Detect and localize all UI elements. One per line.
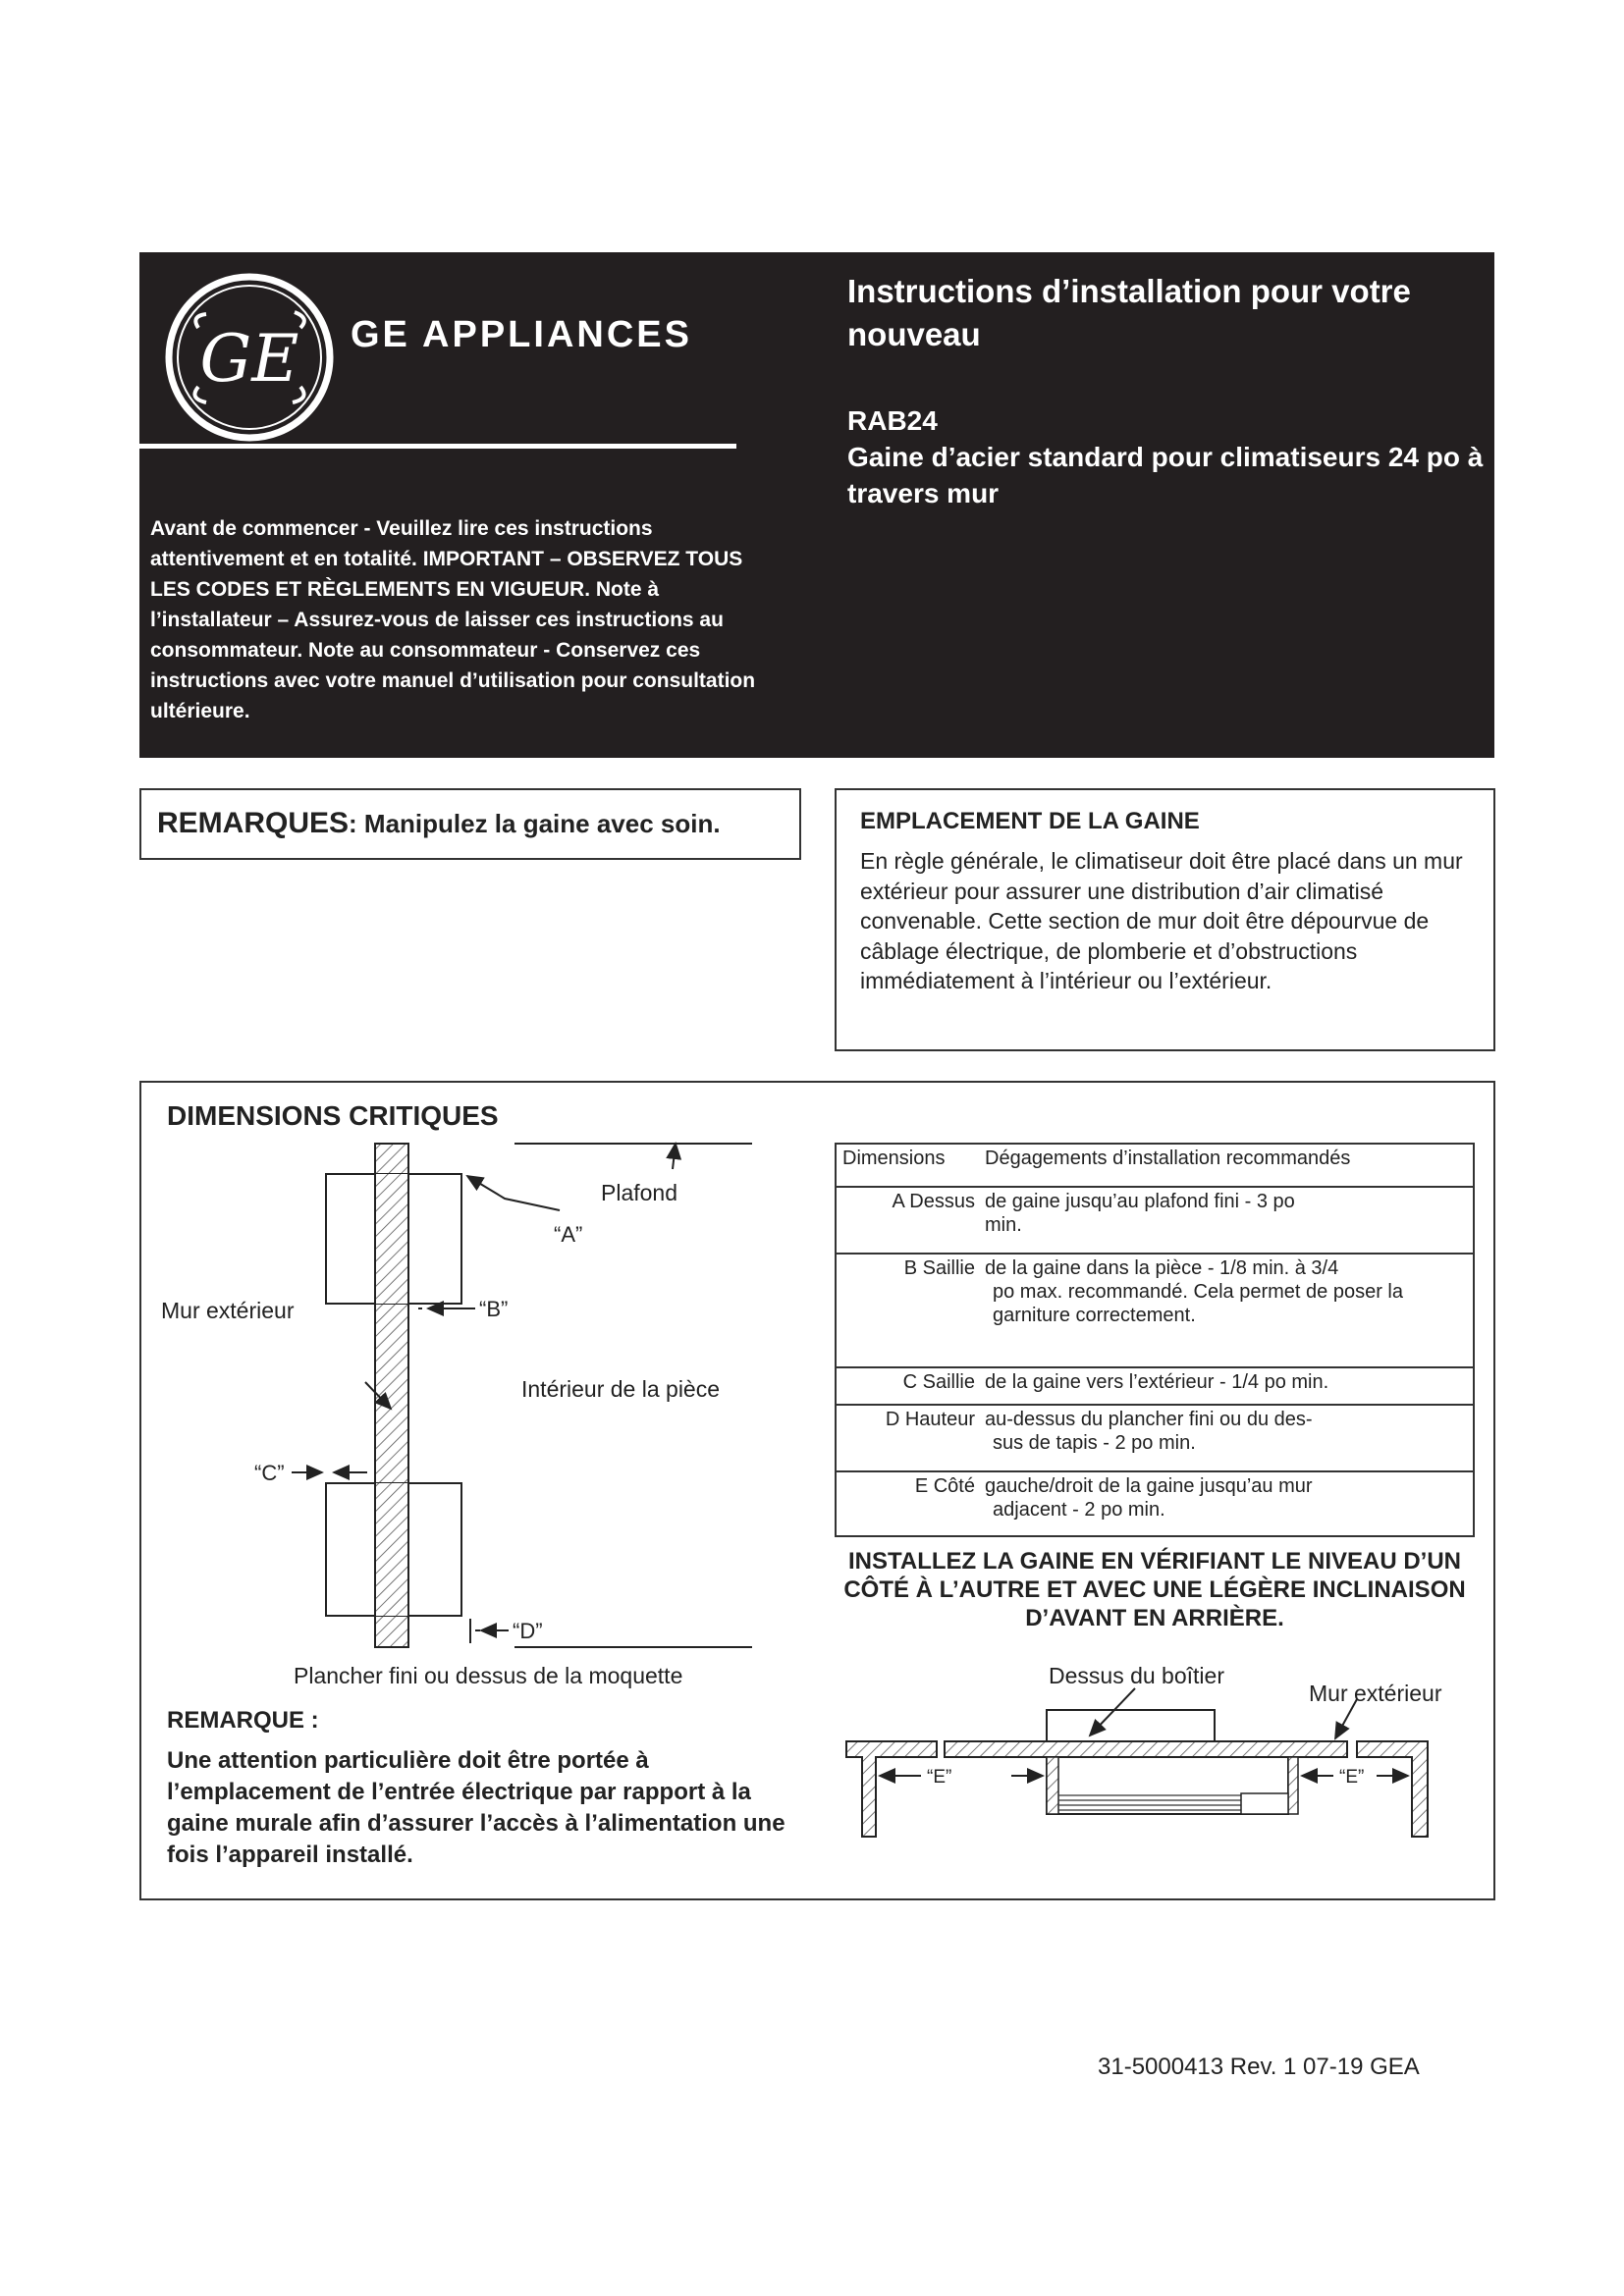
row-text-line1: de gaine jusqu’au plafond fini - 3 po [985, 1191, 1295, 1212]
row-key: D Hauteur [836, 1405, 979, 1471]
a-label: “A” [554, 1222, 583, 1247]
row-key: A Dessus [836, 1187, 979, 1254]
table-row [836, 1471, 1474, 1536]
table-header-clearances: Dégagements d’installation recommandés [979, 1144, 1474, 1187]
divider [139, 444, 736, 449]
table-row [836, 1405, 1474, 1471]
row-text-line1: de la gaine dans la pièce - 1/8 min. à 3/4 [985, 1257, 1339, 1279]
interieur-label: Intérieur de la pièce [521, 1376, 721, 1402]
wall-band [945, 1741, 1347, 1757]
brand-name: GE APPLIANCES [351, 314, 692, 355]
side-view-diagram [161, 1144, 752, 1688]
table-row [836, 1367, 1474, 1405]
remarks-box [139, 788, 801, 860]
row-text [979, 1367, 1474, 1405]
document-footer: 31-5000413 Rev. 1 07-19 GEA [1098, 2054, 1420, 2080]
level-note: INSTALLEZ LA GAINE EN VÉRIFIANT LE NIVEAU D’UN CÔTÉ À L’AUTRE ET AVEC UNE LÉGÈRE INCLINAISON D’AVANT EN ARRIÈRE. [843, 1548, 1466, 1631]
remark-body: Une attention particulière doit être portée à l’emplacement de l’entrée électrique par rapport à la gaine murale afin d’assurer l’accès à l’alimentation une fois l’appareil installé. [167, 1747, 785, 1868]
row-text [979, 1254, 1474, 1367]
left-wall-section [846, 1741, 937, 1837]
row-text [979, 1187, 1474, 1254]
row-text-line2: sus de tapis - 2 po min. [993, 1432, 1196, 1454]
page-title: Instructions d’installation pour votre nouveau [847, 273, 1411, 352]
mur-top-label: Mur extérieur [1309, 1681, 1442, 1706]
model-code: RAB24 [847, 405, 938, 436]
row-text-line1: de la gaine vers l’extérieur - 1/4 po min. [985, 1371, 1329, 1393]
remarks-text [157, 807, 721, 840]
remark-label: REMARQUE : [167, 1707, 319, 1734]
table-row [836, 1254, 1474, 1367]
c-label: “C” [254, 1461, 285, 1485]
b-label: “B” [479, 1297, 509, 1321]
mur-exterieur-label: Mur extérieur [161, 1298, 295, 1323]
model-description: Gaine d’acier standard pour climatiseurs 24 po à travers mur [847, 442, 1484, 508]
header-banner [139, 252, 1494, 758]
row-text-line2: po max. recommandé. Cela permet de poser la garniture correctement. [993, 1281, 1403, 1326]
row-text [979, 1405, 1474, 1471]
remarks-label: REMARQUES [157, 807, 350, 839]
placement-title: EMPLACEMENT DE LA GAINE [860, 808, 1200, 834]
row-key: C Saillie [836, 1367, 979, 1405]
table-header-dimensions: Dimensions [836, 1144, 979, 1187]
row-text-line2: min. [985, 1214, 1022, 1236]
e-left-label: “E” [927, 1767, 952, 1788]
row-key: B Saillie [836, 1254, 979, 1367]
row-text [979, 1471, 1474, 1536]
placement-body: En règle générale, le climatiseur doit être placé dans un mur extérieur pour assurer une distribution d’air climatisé convenable. Cette section de mur doit être dépourvue de câblage électrique, de plomberie et d’obstructions immédiatement à l’intérieur ou l’extérieur. [860, 848, 1463, 993]
d-label: “D” [513, 1619, 543, 1643]
plancher-label: Plancher fini ou dessus de la moquette [294, 1663, 683, 1688]
a-arrow [467, 1176, 560, 1210]
remarks-colon: : [349, 809, 357, 838]
model-block [847, 402, 1486, 511]
right-wall-section [1357, 1741, 1428, 1837]
table-row [836, 1187, 1474, 1254]
ceiling-arrow [673, 1144, 676, 1169]
row-key: E Côté [836, 1471, 979, 1536]
row-text-line2: adjacent - 2 po min. [993, 1499, 1165, 1521]
row-text-line1: gauche/droit de la gaine jusqu’au mur [985, 1475, 1313, 1497]
e-right-label: “E” [1339, 1767, 1365, 1788]
critical-title: DIMENSIONS CRITIQUES [167, 1100, 499, 1131]
top-view-diagram [846, 1663, 1442, 1837]
table-header-row [836, 1144, 1474, 1187]
dimensions-table [835, 1143, 1475, 1537]
intro-text: Avant de commencer - Veuillez lire ces instructions attentivement et en totalité. IMPORTANT – OBSERVEZ TOUS LES CODES ET RÈGLEMENTS EN VIGUEUR. Note à l’installateur – Assurez-vous de laisser ces instructions au consommateur. Note au consommateur - Conservez ces instructions avec votre manuel d’utilisation pour consultation ultérieure. [150, 517, 756, 722]
ge-logo [159, 267, 341, 449]
placement-box [835, 788, 1495, 1051]
plafond-label: Plafond [601, 1180, 678, 1205]
critical-dimensions-box [139, 1081, 1495, 1900]
row-text-line1: au-dessus du plancher fini ou du des- [985, 1409, 1313, 1430]
remarks-message: Manipulez la gaine avec soin. [356, 809, 721, 838]
logo-text: GE [199, 321, 299, 397]
dessus-label: Dessus du boîtier [1049, 1663, 1224, 1688]
